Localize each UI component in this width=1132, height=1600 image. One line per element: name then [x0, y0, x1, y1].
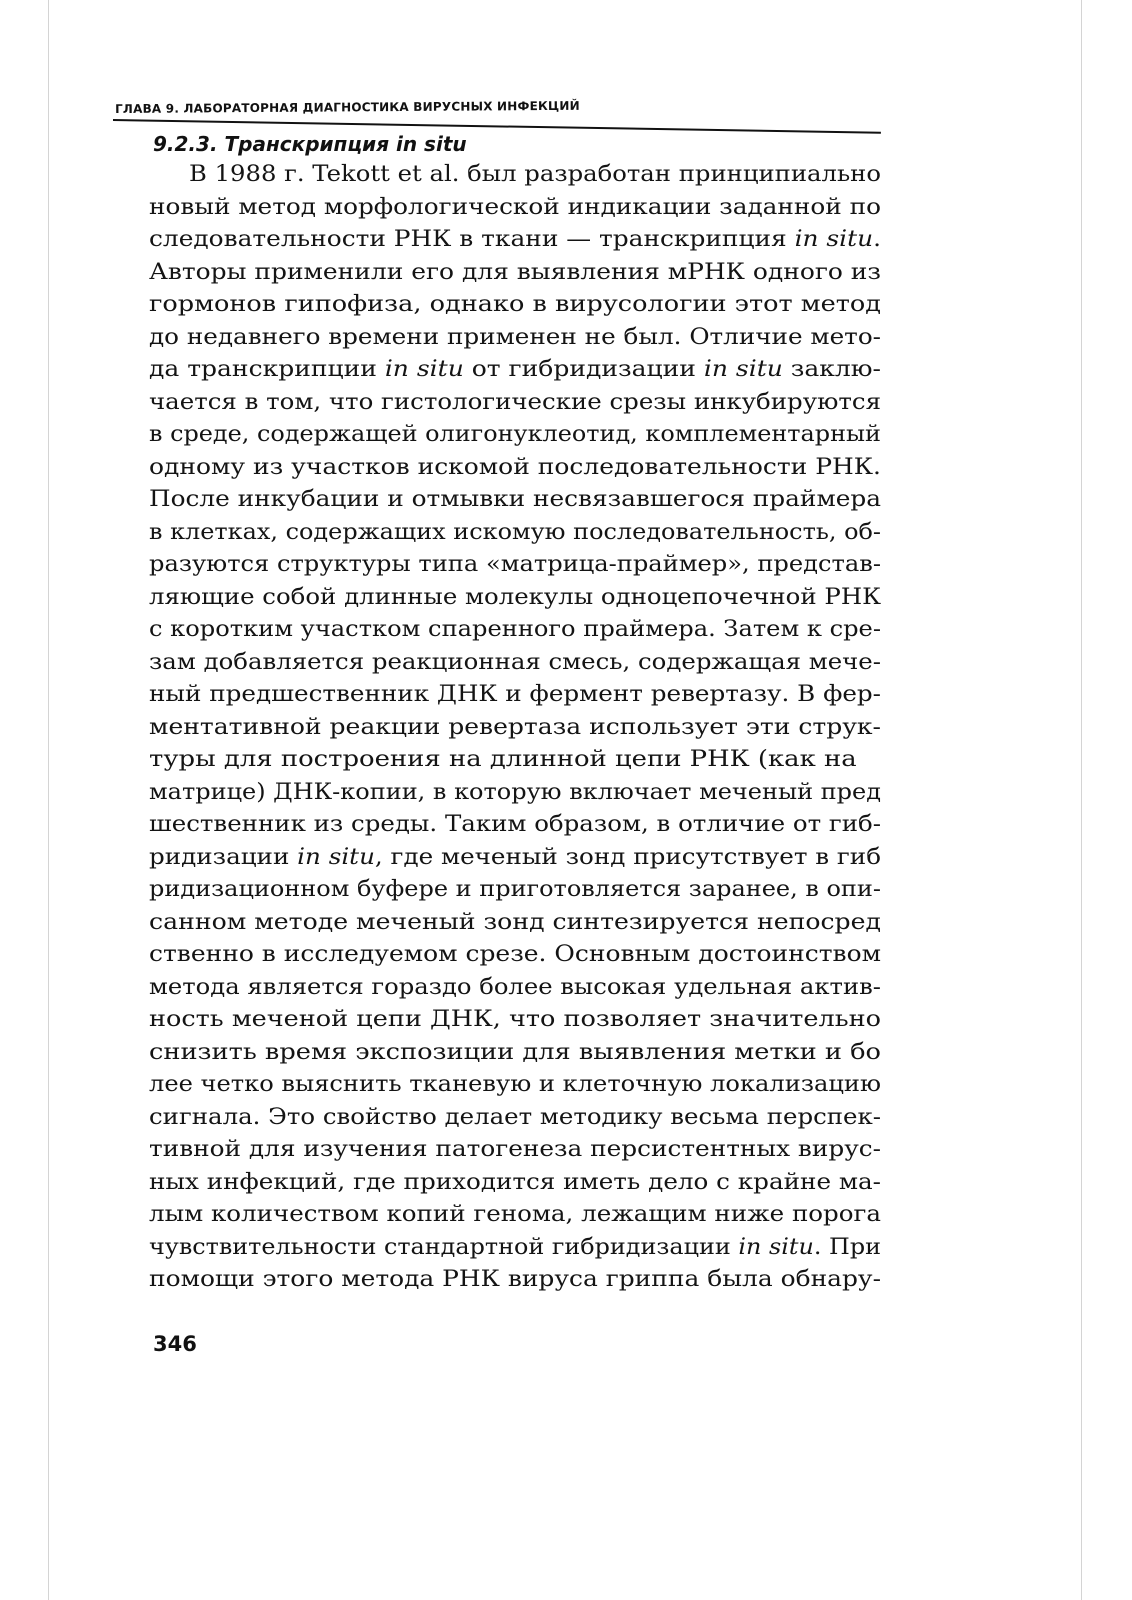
text-line: помощи этого метода РНК вируса гриппа была обнару- — [149, 1266, 881, 1292]
text-line: до недавнего времени применен не был. Отличие мето- — [149, 323, 881, 350]
text-line: чувствительности стандартной гибридизации in situ. При — [149, 1233, 881, 1260]
text-line: в клетках, содержащих искомую последовательность, об- — [149, 518, 881, 545]
text-line: метода является гораздо более высокая удельная актив- — [149, 973, 881, 1000]
text-line: ляющие собой длинные молекулы одноцепочечной РНК — [149, 583, 881, 610]
text-line: следовательности РНК в ткани — транскрипция in situ. — [149, 226, 881, 252]
text-line: да транскрипции in situ от гибридизации in situ заклю- — [149, 356, 881, 382]
text-line: Авторы применили его для выявления мРНК одного из — [149, 258, 881, 285]
text-line: После инкубации и отмывки несвязавшегося праймера — [149, 486, 881, 512]
text-line: шественник из среды. Таким образом, в отличие от гиб- — [149, 811, 881, 837]
text-line: туры для построения на длинной цепи РНК (как на — [149, 746, 857, 772]
text-line: ных инфекций, где приходится иметь дело с крайне ма- — [149, 1168, 882, 1195]
text-line: одному из участков искомой последовательности РНК. — [149, 453, 881, 480]
text-line: матрице) ДНК-копии, в которую включает меченый пред — [149, 778, 881, 805]
section-title: 9.2.3. Транскрипция in situ — [153, 132, 467, 156]
text-line: тивной для изучения патогенеза персистентных вирус- — [149, 1136, 881, 1162]
text-line: санном методе меченый зонд синтезируется непосред — [149, 908, 881, 935]
text-line: ридизации in situ, где меченый зонд присутствует в гиб — [149, 843, 881, 870]
text-line: В 1988 г. Tekott et al. был разработан принципиально — [189, 161, 881, 187]
text-line: лым количеством копий генома, лежащим ниже порога — [149, 1201, 881, 1227]
text-line: лее четко выяснить тканевую и клеточную локализацию — [149, 1071, 881, 1097]
text-line: ность меченой цепи ДНК, что позволяет значительно — [149, 1006, 882, 1032]
text-line: чается в том, что гистологические срезы инкубируются — [149, 388, 881, 415]
text-line: с коротким участком спаренного праймера. Затем к сре- — [149, 616, 881, 642]
text-line: ный предшественник ДНК и фермент ревертазу. В фер- — [149, 681, 881, 707]
text-line: зам добавляется реакционная смесь, содержащая мече- — [149, 648, 881, 675]
text-line: снизить время экспозиции для выявления метки и бо — [149, 1038, 881, 1065]
page-number: 346 — [153, 1332, 197, 1356]
text-line: ридизационном буфере и приготовляется заранее, в опи- — [149, 876, 881, 902]
text-line: ственно в исследуемом срезе. Основным достоинством — [149, 941, 881, 967]
running-head: ГЛАВА 9. ЛАБОРАТОРНАЯ ДИАГНОСТИКА ВИРУСНЫХ ИНФЕКЦИЙ — [115, 98, 580, 116]
text-line: гормонов гипофиза, однако в вирусологии этот метод — [149, 291, 881, 317]
text-line: в среде, содержащей олигонуклеотид, комплементарный — [149, 421, 881, 447]
text-line: ментативной реакции ревертаза использует эти струк- — [149, 713, 881, 740]
text-line: новый метод морфологической индикации заданной по — [149, 193, 881, 220]
body-text — [149, 158, 889, 1296]
text-line: разуются структуры типа «матрица-праймер», представ- — [149, 551, 881, 577]
text-line: сигнала. Это свойство делает методику весьма перспек- — [149, 1103, 881, 1130]
